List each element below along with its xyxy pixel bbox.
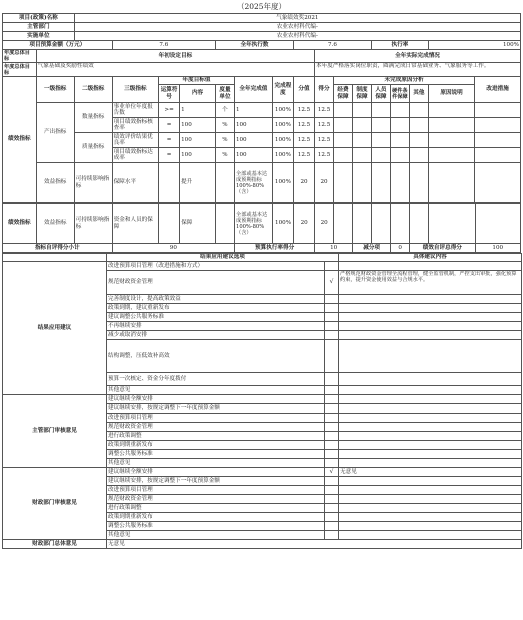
dept-text [339,395,522,404]
apply-section-label: 结果应用建议 [3,262,107,395]
row-score: 12.5 [293,103,314,118]
row-level3: 项目绩效指标核查率 [112,118,158,133]
total-score-value: 100 [475,244,521,253]
dept-text [339,414,522,423]
hdr-u1: 经费保障 [334,85,353,103]
goal-header-label: 年度总体目标 [3,50,37,63]
row-get: 12.5 [315,148,334,163]
row-level2: 可持续影响指标 [74,204,112,244]
row-value: 提升 [180,163,216,203]
apply-text [339,373,522,386]
row-level3: 项目绩效指标达成率 [112,148,158,163]
fin-text [339,531,522,540]
fin-check[interactable] [325,486,339,495]
project-name-label: 项目(政策)名称 [3,14,75,23]
goal-actual-text: 本年度严格落实岗位职责，圆满完成日常基础业务、气象服务等工作。 [315,63,521,77]
dept-check[interactable] [325,459,339,468]
dept-text [339,450,522,459]
perf-indicator-label-2: 绩效指标 [3,204,37,244]
hdr-level3: 三级指标 [112,77,158,103]
row-get: 20 [315,163,334,203]
apply-option: 规范财政资金管理 [107,271,325,295]
goal-actual-header: 全年实际完成情况 [315,50,521,63]
hdr-score: 分值 [293,77,314,103]
dept-text [339,441,522,450]
hdr-u4: 硬件条件保障 [390,85,409,103]
dept-text [339,459,522,468]
row-level2: 数量指标 [74,103,112,133]
row-level1: 效益指标 [36,163,74,203]
row-unit: 个 [215,103,234,118]
fin-text: 无意见 [339,468,522,477]
row-value: 100 [180,133,216,148]
dept-text [339,423,522,432]
fin-check[interactable]: √ [325,468,339,477]
exec-score-value: 10 [315,244,353,253]
apply-check[interactable] [325,322,339,331]
apply-text [339,304,522,313]
fin-option: 改进预算项目管理 [107,486,325,495]
fin-option: 建议继续安排，按规定调整下一年度预算金额 [107,477,325,486]
dept-option: 建议继续安排，按规定调整下一年度预算金额 [107,404,325,414]
apply-option: 其他意见 [107,386,325,395]
row-unit [216,204,235,244]
hdr-u5: 其他 [409,85,428,103]
hdr-level2: 二级指标 [74,77,112,103]
goal-target-text: 气象基础及奖励性绩效 [36,63,314,77]
row-op: = [159,148,180,163]
hdr-level1: 一级指标 [36,77,74,103]
exec-score-label: 预算执行率得分 [235,244,315,253]
apply-text [339,295,522,304]
hdr-done: 全年完成值 [234,77,272,103]
dept-check[interactable] [325,450,339,459]
row-done: 100 [234,118,272,133]
dept-label: 主管部门 [3,23,75,32]
row-rate: 100% [272,163,293,203]
row-score: 12.5 [293,118,314,133]
apply-option: 改进预算项目管理（改进措施和方式） [107,262,325,271]
row-op: = [159,118,180,133]
row-rate: 100% [272,103,293,118]
hdr-improve: 改进措施 [475,77,521,103]
row-score: 20 [294,204,315,244]
hdr-unit: 度量单位 [215,85,234,103]
fin-check[interactable] [325,477,339,486]
row-unit: % [215,148,234,163]
row-get: 12.5 [315,103,334,118]
dept-check[interactable] [325,395,339,404]
fin-text [339,522,522,531]
row-op [159,163,180,203]
dept-option: 政策到期重新发布 [107,441,325,450]
dept-option: 建议继续全额安排 [107,395,325,404]
self-score-value: 90 [112,244,234,253]
apply-check[interactable] [325,295,339,304]
indicator-table [2,13,521,203]
row-score: 20 [293,163,314,203]
apply-option: 不再继续安排 [107,322,325,331]
apply-option: 结构调整，压低效补高效 [107,340,325,373]
fin-review-label: 财政部门审核意见 [3,468,107,540]
review-table [2,253,522,549]
apply-text [339,322,522,331]
apply-check[interactable] [325,313,339,322]
apply-check[interactable] [325,373,339,386]
exec-rate-value: 100% [428,41,520,50]
dept-option: 其他意见 [107,459,325,468]
row-level3: 资金和人员的保障 [112,204,158,244]
fin-option: 政策到期重新发布 [107,513,325,522]
apply-content-header: 具体建议内容 [339,254,522,262]
apply-options-header: 结果应用建议选项 [107,254,339,262]
total-score-label: 绩效自评总得分 [410,244,475,253]
exec-total-label: 全年执行数 [215,41,293,50]
evaluation-form [2,0,521,549]
apply-text [339,313,522,322]
row-level1: 效益指标 [36,204,74,244]
goal-target-header: 年初设定目标 [36,50,314,63]
hdr-u6: 原因说明 [428,85,474,103]
impl-label: 实施单位 [3,32,75,41]
hdr-unfinished-group: 未完成原因分析 [334,77,475,85]
dept-text [339,404,522,414]
apply-text: 严格规范财政资金管理全流程管理，健全监管机制，严控支出审批，强化预算约束，提升资金使用效益与合规水平。 [339,271,522,295]
row-value: 100 [180,148,216,163]
apply-check[interactable] [325,331,339,340]
hdr-get: 得分 [315,77,334,103]
apply-check[interactable] [325,340,339,373]
row-value: 保障 [180,204,216,244]
hdr-u2: 制度保障 [352,85,371,103]
deduct-label: 减分项 [353,244,391,253]
fin-option: 其他意见 [107,531,325,540]
dept-check[interactable] [325,432,339,441]
row-unit [215,163,234,203]
hdr-target-group: 年度目标值 [159,77,235,85]
row-level3: 绩效评价结果优良率 [112,133,158,148]
apply-text [339,340,522,373]
row-done: 100 [234,133,272,148]
dept-check[interactable] [325,404,339,414]
exec-rate-label: 执行率 [371,41,428,50]
fin-check[interactable] [325,504,339,513]
apply-text [339,386,522,395]
row-op [159,204,180,244]
fin-text [339,495,522,504]
row-done: 全部或基本达成预期指标100%-80%（含） [235,204,273,244]
fin-check[interactable] [325,495,339,504]
hdr-calc: 运算符号 [159,85,180,103]
fin-check[interactable] [325,513,339,522]
dept-check[interactable] [325,414,339,423]
row-unit: % [215,118,234,133]
dept-option: 规范财政资金管理 [107,423,325,432]
row-value: 1 [180,103,216,118]
row-level2: 质量指标 [74,133,112,163]
row-unit: % [215,133,234,148]
row-get: 12.5 [315,118,334,133]
apply-option: 政策到期，建议重新发布 [107,304,325,313]
dept-option: 调整公共服务标准 [107,450,325,459]
apply-check[interactable] [325,304,339,313]
row-rate: 100% [272,133,293,148]
dept-review-label: 主管部门审核意见 [3,395,107,468]
budget-label: 项目预算金额（万元） [3,41,113,50]
row-get: 20 [315,204,334,244]
apply-check[interactable]: √ [325,271,339,295]
apply-text [339,262,522,271]
dept-option: 进行政策调整 [107,432,325,441]
final-opinion-label: 财政部门总体意见 [3,540,107,549]
row-level1: 产出指标 [36,103,74,163]
fin-option: 建议继续全额安排 [107,468,325,477]
indicator-table-2 [2,203,521,253]
apply-option: 建议调整公共服务标准 [107,313,325,322]
perf-indicator-label: 绩效指标 [3,77,37,203]
dept-text [339,432,522,441]
row-score: 12.5 [293,148,314,163]
fin-check[interactable] [325,531,339,540]
row-level2: 可持续影响指标 [74,163,112,203]
row-get: 12.5 [315,133,334,148]
final-opinion-text: 无意见 [107,540,522,549]
row-level3: 事业单位年度报告数 [112,103,158,118]
row-done: 全部或基本达成预期指标100%-80%（含） [234,163,272,203]
project-name-value: 气象绩效奖2021 [74,14,520,23]
deduct-value: 0 [391,244,410,253]
fin-option: 进行政策调整 [107,504,325,513]
apply-check[interactable] [325,262,339,271]
self-score-label: 指标自评得分小计 [3,244,113,253]
row-score: 12.5 [293,133,314,148]
fin-text [339,477,522,486]
hdr-content: 内容 [180,85,216,103]
dept-check[interactable] [325,441,339,450]
apply-text [339,331,522,340]
impl-value: 农业农村科代编- [74,32,520,41]
fin-text [339,513,522,522]
exec-total-value: 7.6 [293,41,371,50]
apply-check[interactable] [325,386,339,395]
dept-check[interactable] [325,423,339,432]
apply-option: 减少或取消安排 [107,331,325,340]
fin-option: 调整公共服务标准 [107,522,325,531]
row-rate: 100% [273,204,294,244]
row-op: = [159,133,180,148]
row-value: 100 [180,118,216,133]
fin-option: 规范财政资金管理 [107,495,325,504]
fin-check[interactable] [325,522,339,531]
budget-value: 7.6 [112,41,215,50]
dept-option: 改进预算项目管理 [107,414,325,423]
row-done: 100 [234,148,272,163]
form-title: （2025年度） [236,2,287,11]
row-rate: 100% [272,118,293,133]
fin-text [339,504,522,513]
hdr-rate: 完成程度 [272,77,293,103]
fin-text [339,486,522,495]
goal-row-label: 年度总体目标 [3,63,37,77]
hdr-u3: 人员保障 [371,85,390,103]
dept-value: 农业农村科代编- [74,23,520,32]
apply-option: 预算一次核定、资金分年度拨付 [107,373,325,386]
row-rate: 100% [272,148,293,163]
apply-option: 完善制度设计，提高政策效益 [107,295,325,304]
row-op: >= [159,103,180,118]
row-done: 1 [234,103,272,118]
row-level3: 保障水平 [112,163,158,203]
